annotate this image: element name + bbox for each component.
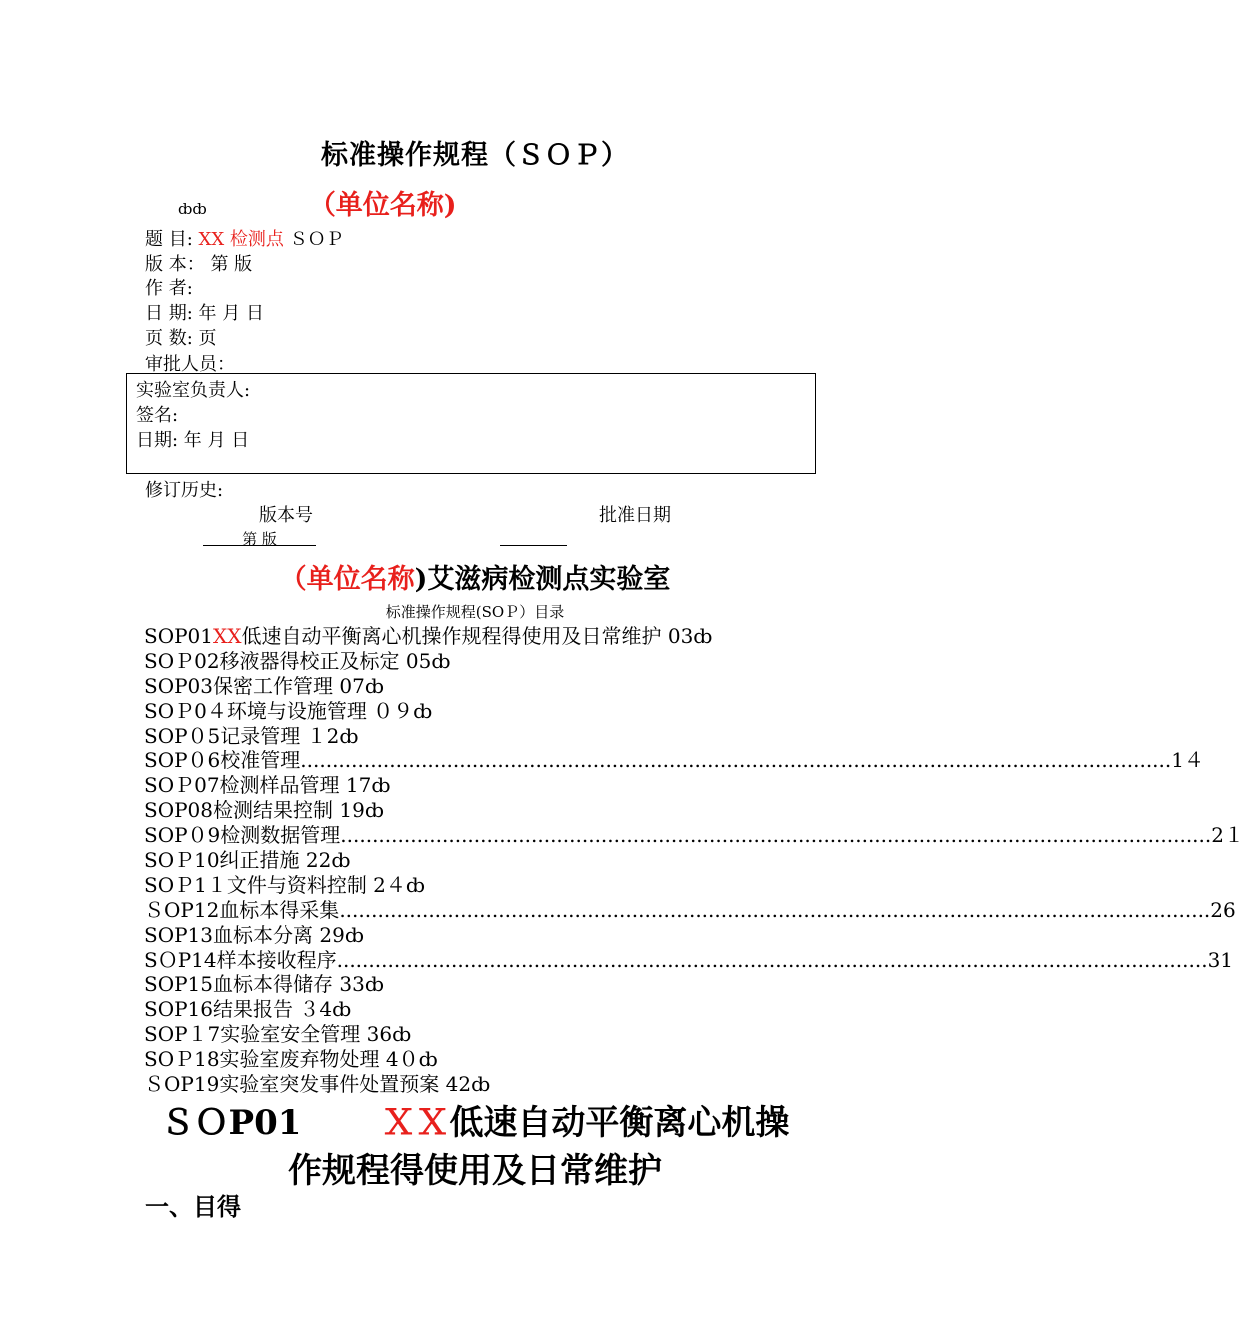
approval-date-label: 日期: 年 月 日	[136, 430, 250, 451]
section-heading-purpose: 一、目得	[145, 1192, 241, 1221]
toc-row	[144, 972, 808, 997]
lab-title-unit: （单位名称	[279, 564, 415, 595]
toc-code: SOP16	[144, 997, 214, 1022]
toc-row	[144, 674, 808, 699]
toc-title: 移液器得校正及标定 05ȸ	[219, 648, 451, 673]
toc-row	[144, 624, 808, 649]
toc-row	[144, 748, 1204, 773]
revision-col-date: 批准日期	[599, 505, 671, 526]
meta-date: 日 期: 年 月 日	[145, 303, 264, 324]
revision-version-cell	[203, 528, 316, 546]
toc-row	[144, 823, 1244, 848]
toc-leader: .........................................................................................................................................	[300, 748, 1172, 773]
meta-title-red: XX 检测点	[198, 229, 284, 250]
unit-name-row	[178, 183, 457, 222]
toc-title: 样本接收程序	[216, 947, 337, 972]
revision-version-value: 第 版	[242, 530, 277, 548]
toc-page: 1４	[1171, 748, 1204, 773]
toc-code: SOP01	[144, 624, 214, 648]
revision-history-label: 修订历史:	[145, 480, 224, 501]
toc-row	[144, 873, 808, 898]
toc-row	[144, 923, 808, 948]
toc-title: 实验室安全管理 36ȸ	[220, 1022, 412, 1047]
toc-row	[144, 699, 808, 724]
toc-leader: .........................................................................................................................................	[336, 947, 1208, 972]
toc-title: 环境与设施管理 ０９ȸ	[226, 698, 433, 723]
revision-col-version: 版本号	[259, 505, 313, 526]
toc-page: 26	[1210, 897, 1236, 922]
toc-code: SOP１7	[144, 1022, 221, 1047]
toc-code: SOＰ18	[144, 1047, 220, 1072]
meta-version: 版 本： 第 版	[145, 254, 253, 275]
toc-code: SOＰ0４	[144, 698, 227, 723]
toc-heading: 标准操作规程(SOＰ）目录	[385, 603, 565, 621]
meta-approver: 审批人员：	[145, 354, 235, 375]
meta-title-label: 题 目:	[145, 229, 199, 250]
toc-title: 纠正措施 22ȸ	[219, 848, 351, 873]
toc-title: 实验室废弃物处理 4０ȸ	[219, 1047, 438, 1072]
toc-code: SOＰ02	[144, 648, 220, 673]
toc-code: ＳOP19	[144, 1072, 220, 1097]
document-title: 标准操作规程（ＳＯＰ）	[321, 140, 629, 171]
toc-title: 实验室突发事件处置预案 42ȸ	[219, 1072, 491, 1097]
toc-code: SOP０9	[144, 823, 221, 848]
sop01-title-text1: 低速自动平衡离心机操	[449, 1103, 790, 1143]
toc-code: SOＰ1１	[144, 872, 227, 897]
toc-row	[144, 1047, 808, 1072]
toc-title: 记录管理 １2ȸ	[220, 723, 359, 748]
toc-title: 血标本得储存 33ȸ	[213, 972, 385, 997]
lab-title	[0, 557, 950, 596]
toc-code: ＳOP12	[144, 897, 220, 922]
toc-row	[144, 1022, 808, 1047]
toc-row	[144, 947, 1234, 973]
toc-title: 检测样品管理 17ȸ	[219, 773, 391, 798]
toc-code: SOＰ07	[144, 773, 220, 798]
toc-code: SOP０5	[144, 723, 221, 748]
table-of-contents	[144, 624, 1244, 1097]
revision-version-underline	[203, 545, 316, 546]
toc-row	[144, 897, 1236, 923]
signature-label: 签名:	[136, 405, 179, 426]
toc-row	[144, 798, 808, 823]
toc-code: SOP03	[144, 673, 214, 698]
toc-row	[144, 848, 808, 873]
toc-code: SＯP14	[144, 947, 217, 972]
revision-date-underline	[500, 545, 567, 546]
toc-row	[144, 1072, 808, 1097]
sop01-title-red: ＸＸ	[381, 1103, 450, 1143]
toc-title: 校准管理	[220, 748, 301, 773]
toc-code: SOP15	[144, 972, 214, 997]
toc-leader: .........................................................................................................................................	[340, 823, 1212, 848]
lab-title-rest: )艾滋病检测点实验室	[414, 564, 671, 595]
sop01-title-line2: 作规程得使用及日常维护	[288, 1151, 662, 1191]
decorative-marks: ȸȸ	[178, 200, 207, 218]
toc-title: 检测数据管理	[220, 823, 341, 848]
toc-row	[144, 649, 808, 674]
meta-author: 作 者:	[145, 278, 193, 299]
toc-row	[144, 724, 808, 749]
toc-title: 保密工作管理 07ȸ	[213, 673, 385, 698]
approval-box	[126, 373, 816, 474]
toc-title-red: XX	[213, 624, 242, 648]
toc-code: SOＰ10	[144, 848, 220, 873]
toc-title: 血标本分离 29ȸ	[213, 922, 365, 947]
toc-code: SOP08	[144, 798, 214, 823]
toc-row	[144, 997, 808, 1022]
toc-title: 结果报告 ３4ȸ	[213, 997, 352, 1022]
toc-title: 文件与资料控制 2４ȸ	[226, 872, 426, 897]
lab-head-label: 实验室负责人:	[136, 380, 251, 401]
meta-title-rest: ＳＯＰ	[283, 229, 344, 250]
toc-title: 血标本得采集	[219, 897, 340, 922]
meta-title-line	[145, 225, 344, 251]
toc-leader: .........................................................................................................................................	[339, 897, 1211, 922]
toc-code: SOP13	[144, 922, 214, 947]
meta-pages: 页 数: 页	[145, 328, 217, 349]
sop01-code: ＳＯP01	[160, 1103, 302, 1143]
toc-title: 检测结果控制 19ȸ	[213, 798, 385, 823]
toc-row	[144, 773, 808, 798]
toc-page: 31	[1207, 947, 1234, 972]
toc-page: 2１	[1211, 823, 1244, 848]
toc-code: SOP０6	[144, 748, 221, 773]
unit-name-placeholder: （单位名称)	[308, 190, 457, 221]
sop01-title-line1	[0, 1095, 950, 1144]
toc-title: 低速自动平衡离心机操作规程得使用及日常维护 03ȸ	[241, 624, 713, 648]
